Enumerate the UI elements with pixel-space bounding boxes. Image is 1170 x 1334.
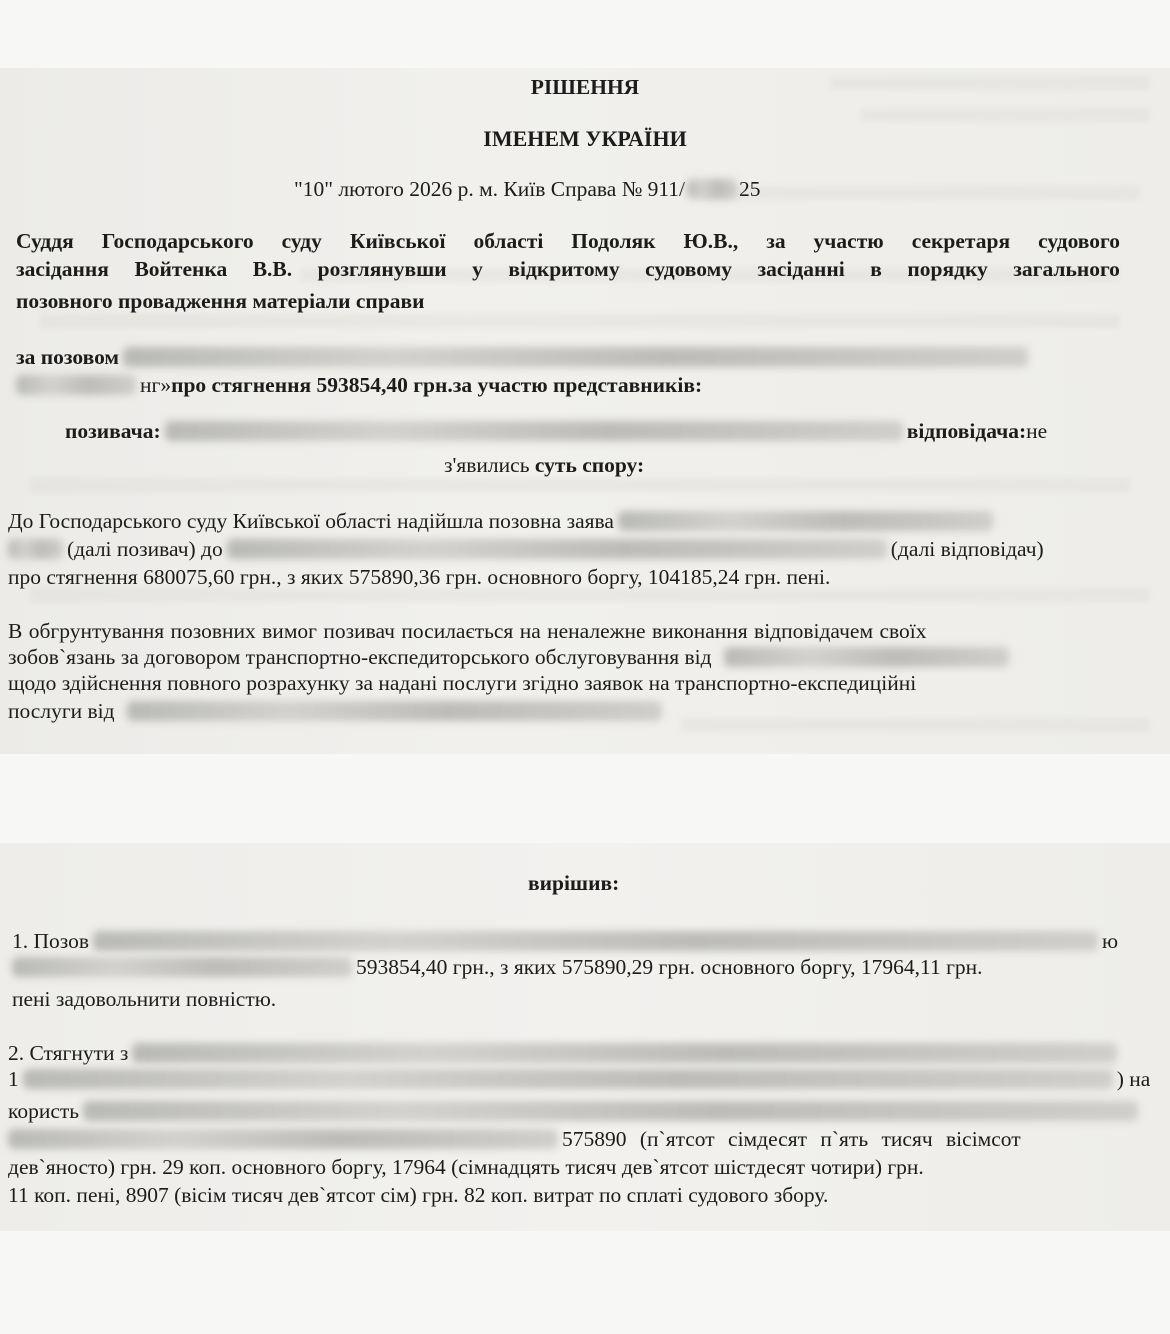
document-title: РІШЕННЯ — [530, 75, 640, 99]
claim-subject: про стягнення 593854,40 грн.за участю представників: — [171, 373, 703, 397]
decision-item-2-line-2-start: 1 — [8, 1067, 19, 1091]
essence-heading: суть спору: — [534, 453, 645, 477]
claim-tail: нг» — [140, 373, 172, 397]
intro-word: Ю.В., — [683, 229, 739, 253]
redacted-case-number — [687, 179, 737, 199]
decision-item-1-line-2 — [12, 954, 983, 980]
intro-word: в — [870, 257, 882, 281]
intro-word: загального — [1013, 257, 1120, 281]
intro-word: Войтенка — [134, 257, 228, 281]
decision-item-1-start: 1. Позов — [12, 929, 90, 953]
decision-item-2-line-2 — [8, 1066, 1150, 1092]
redacted-defendant-name — [16, 375, 136, 395]
redacted-plaintiff-code — [8, 1129, 558, 1149]
intro-word: області — [473, 229, 544, 253]
para1-line-1 — [8, 508, 997, 534]
intro-word: Суддя — [16, 229, 74, 253]
decision-heading: вирішив: — [528, 871, 620, 895]
intro-line-3: позовного провадження матеріали справи — [16, 289, 425, 313]
intro-word: судовому — [645, 257, 733, 281]
intro-word: судового — [1038, 229, 1120, 253]
intro-word: розглянувши — [317, 257, 447, 281]
claim-line-2 — [16, 372, 702, 398]
decision-item-2-line-5: дев`яносто) грн. 29 коп. основного боргу, 17964 (сімнадцять тисяч дев`ятсот шістдесят чотири) грн. — [8, 1155, 924, 1179]
decision-item-2-line-1 — [8, 1040, 1121, 1066]
decision-item-2-line-6: 11 коп. пені, 8907 (вісім тисяч дев`ятсот сім) грн. 82 коп. витрат по сплаті судового збору. — [8, 1183, 829, 1207]
para1-text-2b: (далі відповідач) — [890, 537, 1044, 561]
representatives-line — [65, 418, 1047, 444]
para2-text-4: послуги від — [8, 699, 115, 723]
intro-line-2 — [16, 256, 1120, 282]
decision-item-1-line-1 — [12, 928, 1164, 954]
decision-item-2-line-4 — [8, 1126, 1021, 1152]
defendant-tail: не — [1026, 419, 1048, 443]
redacted-plaintiff-name — [123, 347, 1028, 367]
intro-word: засідання — [16, 257, 109, 281]
decision-item-1-text-2: 593854,40 грн., з яких 575890,29 грн. основного боргу, 17964,11 грн. — [356, 955, 983, 979]
intro-word: відкритому — [508, 257, 620, 281]
decision-item-2-text-4: 575890 (п`ятсот сімдесят п`ять тисяч вісімсот — [562, 1127, 1021, 1151]
redacted-defendant-details — [132, 1043, 1117, 1063]
intro-word: засіданні — [757, 257, 845, 281]
para1-line-3: про стягнення 680075,60 грн., з яких 575890,36 грн. основного боргу, 104185,24 грн. пені. — [8, 565, 831, 589]
para2-line-2 — [8, 644, 1013, 670]
claim-line-1 — [16, 344, 1032, 370]
decision-item-2-line-3 — [8, 1098, 1142, 1124]
intro-word: порядку — [907, 257, 988, 281]
para2-line-1: В обгрунтування позовних вимог позивач посилається на неналежне виконання відповідачем своїх — [8, 619, 927, 643]
intro-word: В.В. — [252, 257, 293, 281]
decision-item-2-start: 2. Стягнути з — [8, 1041, 129, 1065]
intro-word: участю — [813, 229, 884, 253]
decision-item-2-line-3-start: користь — [8, 1099, 80, 1123]
intro-word: Подоляк — [571, 229, 656, 253]
intro-word: Господарського — [101, 229, 254, 253]
para1-text-2a: (далі позивач) до — [67, 537, 223, 561]
para1-line-2 — [8, 536, 1044, 562]
claim-prefix: за позовом — [16, 345, 120, 369]
para2-line-4 — [8, 698, 666, 724]
redacted-plaintiff-name-2 — [618, 511, 993, 531]
redacted-parties-1 — [93, 931, 1098, 951]
para2-line-3: щодо здійснення повного розрахунку за надані послуги згідно заявок на транспортно-експедиційні — [8, 671, 917, 695]
intro-word: секретаря — [911, 229, 1011, 253]
redacted-application-details — [127, 701, 662, 721]
intro-word: за — [766, 229, 786, 253]
date-case-text: "10" лютого 2026 р. м. Київ Справа № 911/ — [294, 177, 686, 201]
redacted-plaintiff-tail — [8, 539, 63, 559]
intro-word: суду — [281, 229, 322, 253]
decision-item-2-line-2-end: ) на — [1116, 1067, 1151, 1091]
intro-line-1 — [16, 228, 1120, 254]
date-case-line — [294, 176, 761, 202]
para2-text-2: зобов`язань за договором транспортно-експедиторського обслуговування від — [8, 645, 712, 669]
redacted-parties-1-tail — [12, 957, 352, 977]
decision-item-1-end: ю — [1102, 929, 1119, 953]
document-subtitle: ІМЕНЕМ УКРАЇНИ — [483, 126, 687, 151]
intro-word: Київської — [349, 229, 446, 253]
intro-word: у — [472, 257, 483, 281]
date-case-suffix: 25 — [739, 177, 761, 201]
not-appeared-text: з'явились — [444, 453, 530, 477]
redacted-defendant-address — [23, 1069, 1113, 1089]
plaintiff-label: позивача: — [65, 419, 161, 443]
redacted-contract-details — [724, 647, 1009, 667]
redacted-representative — [165, 421, 903, 441]
not-appeared-line — [444, 452, 644, 478]
defendant-label: відповідача: — [906, 419, 1027, 443]
decision-item-1-line-3: пені задовольнити повністю. — [12, 987, 277, 1011]
redacted-defendant-name-2 — [227, 539, 887, 559]
para1-text-1: До Господарського суду Київської області надійшла позовна заява — [8, 509, 614, 533]
redacted-plaintiff-details — [83, 1101, 1138, 1121]
